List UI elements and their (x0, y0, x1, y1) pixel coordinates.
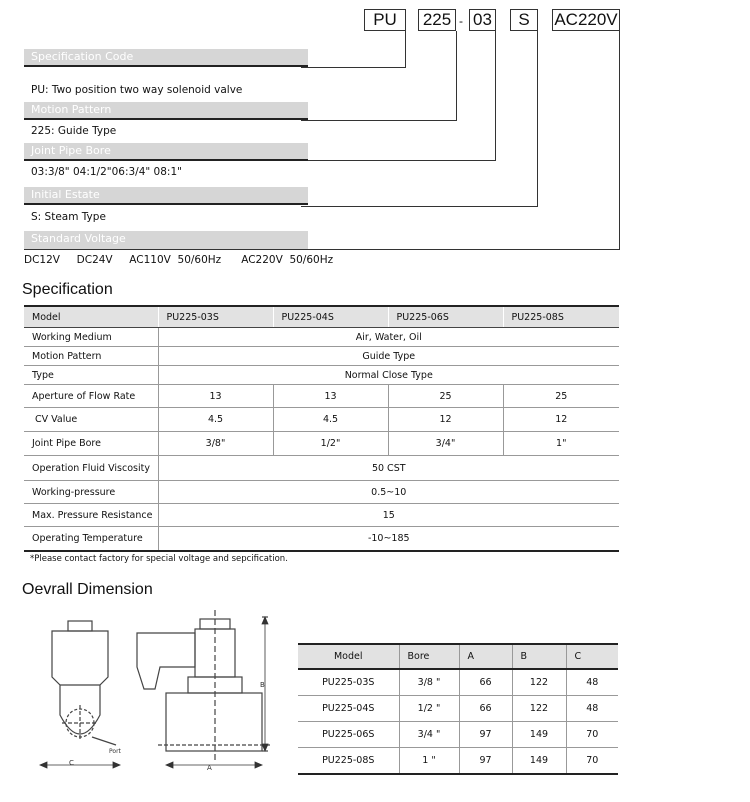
table-row (24, 366, 619, 385)
dimension-header-cell: B (512, 644, 566, 669)
dimension-cell: PU225-06S (298, 722, 399, 748)
desc-initial-estate: S: Steam Type (31, 211, 106, 223)
table-row (24, 385, 619, 408)
dimension-cell: 66 (459, 696, 512, 722)
label-motion-pattern: Motion Pattern (24, 102, 308, 120)
desc-specification-code: PU: Two position two way solenoid valve (31, 84, 243, 96)
spec-value: 13 (158, 385, 273, 408)
spec-value: 13 (273, 385, 388, 408)
table-row (298, 696, 618, 722)
spec-header-cell: PU225-06S (388, 306, 503, 328)
spec-header-row (24, 306, 619, 328)
spec-value: 25 (503, 385, 619, 408)
spec-value: 4.5 (273, 408, 388, 432)
spec-value: 1" (503, 432, 619, 456)
connector-line (456, 31, 457, 121)
spec-row-label: Max. Pressure Resistance (24, 504, 158, 527)
table-row (24, 481, 619, 504)
desc-motion-pattern: 225: Guide Type (31, 125, 117, 137)
table-row (298, 669, 618, 696)
spec-row-label: Operation Fluid Viscosity (24, 456, 158, 481)
dimension-header-cell: Bore (399, 644, 459, 669)
dimension-cell: 66 (459, 669, 512, 696)
connector-line (24, 249, 620, 250)
table-row (298, 748, 618, 775)
desc-standard-voltage: DC12V DC24V AC110V 50/60Hz AC220V 50/60Hz (24, 254, 334, 266)
valve-drawing (20, 605, 282, 777)
table-row (24, 347, 619, 366)
label-joint-pipe-bore: Joint Pipe Bore (24, 143, 308, 161)
code-estate: S (510, 9, 538, 31)
table-row (24, 527, 619, 551)
dimension-cell: PU225-08S (298, 748, 399, 775)
dimension-cell: 48 (566, 669, 618, 696)
spec-row-label: Type (24, 366, 158, 385)
code-series: PU (364, 9, 406, 31)
dimension-header-row (298, 644, 618, 669)
dimension-cell: 1/2 " (399, 696, 459, 722)
dim-label-a: A (207, 764, 212, 772)
desc-joint-pipe-bore: 03:3/8" 04:1/2"06:3/4" 08:1" (31, 166, 182, 178)
valve-side-view (137, 610, 270, 760)
spec-value: 15 (158, 504, 619, 527)
dimension-header-cell: Model (298, 644, 399, 669)
dimension-cell: 122 (512, 696, 566, 722)
dimension-cell: 149 (512, 722, 566, 748)
dimension-cell: 3/8 " (399, 669, 459, 696)
spec-value: 12 (503, 408, 619, 432)
spec-row-label: Operating Temperature (24, 527, 158, 551)
spec-table (24, 305, 619, 552)
spec-value: 3/4" (388, 432, 503, 456)
code-voltage: AC220V (552, 9, 620, 31)
connector-line (495, 31, 496, 161)
dimension-cell: PU225-03S (298, 669, 399, 696)
spec-value: Normal Close Type (158, 366, 619, 385)
dimension-cell: 97 (459, 722, 512, 748)
connector-line (301, 67, 406, 68)
spec-value: 12 (388, 408, 503, 432)
spec-value: Air, Water, Oil (158, 328, 619, 347)
spec-header-cell: Model (24, 306, 158, 328)
spec-value: 3/8" (158, 432, 273, 456)
spec-header-cell: PU225-03S (158, 306, 273, 328)
dim-label-b: B (260, 681, 265, 689)
spec-value: 0.5~10 (158, 481, 619, 504)
spec-row-label: Aperture of Flow Rate (24, 385, 158, 408)
spec-header-cell: PU225-08S (503, 306, 619, 328)
dimension-cell: 1 " (399, 748, 459, 775)
spec-title: Specification (22, 281, 113, 298)
connector-line (619, 31, 620, 250)
spec-row-label: Joint Pipe Bore (24, 432, 158, 456)
dimension-table (298, 643, 618, 775)
dimension-cell: 149 (512, 748, 566, 775)
spec-value: -10~185 (158, 527, 619, 551)
spec-note: *Please contact factory for special voltage and sepcification. (30, 554, 288, 564)
dimension-cell: 122 (512, 669, 566, 696)
spec-value: 4.5 (158, 408, 273, 432)
spec-row-label: Working Medium (24, 328, 158, 347)
spec-row-label: Working-pressure (24, 481, 158, 504)
dimension-cell: 97 (459, 748, 512, 775)
connector-line (301, 120, 457, 121)
table-row (298, 722, 618, 748)
spec-header-cell: PU225-04S (273, 306, 388, 328)
connector-line (301, 160, 496, 161)
connector-line (405, 31, 406, 68)
dimension-cell: PU225-04S (298, 696, 399, 722)
table-row (24, 456, 619, 481)
label-initial-estate: Initial Estate (24, 187, 308, 205)
table-row (24, 432, 619, 456)
connector-line (301, 206, 538, 207)
code-dash: - (459, 14, 463, 28)
dimension-header-cell: A (459, 644, 512, 669)
label-standard-voltage: Standard Voltage (24, 231, 308, 249)
dimension-cell: 3/4 " (399, 722, 459, 748)
spec-value: 50 CST (158, 456, 619, 481)
table-row (24, 328, 619, 347)
spec-row-label: Motion Pattern (24, 347, 158, 366)
dimension-cell: 70 (566, 722, 618, 748)
table-row (24, 504, 619, 527)
dimension-header-cell: C (566, 644, 618, 669)
code-model: 225 (418, 9, 456, 31)
spec-row-label: CV Value (24, 408, 158, 432)
spec-value: 25 (388, 385, 503, 408)
dimension-cell: 70 (566, 748, 618, 775)
dimension-cell: 48 (566, 696, 618, 722)
valve-front-view (52, 621, 116, 745)
dim-label-port: Port (109, 748, 121, 755)
code-bore: 03 (469, 9, 496, 31)
label-specification-code: Specification Code (24, 49, 308, 67)
spec-value: 1/2" (273, 432, 388, 456)
spec-value: Guide Type (158, 347, 619, 366)
table-row (24, 408, 619, 432)
connector-line (537, 31, 538, 207)
dimension-title: Oevrall Dimension (22, 581, 153, 598)
dim-label-c: C (69, 759, 74, 767)
